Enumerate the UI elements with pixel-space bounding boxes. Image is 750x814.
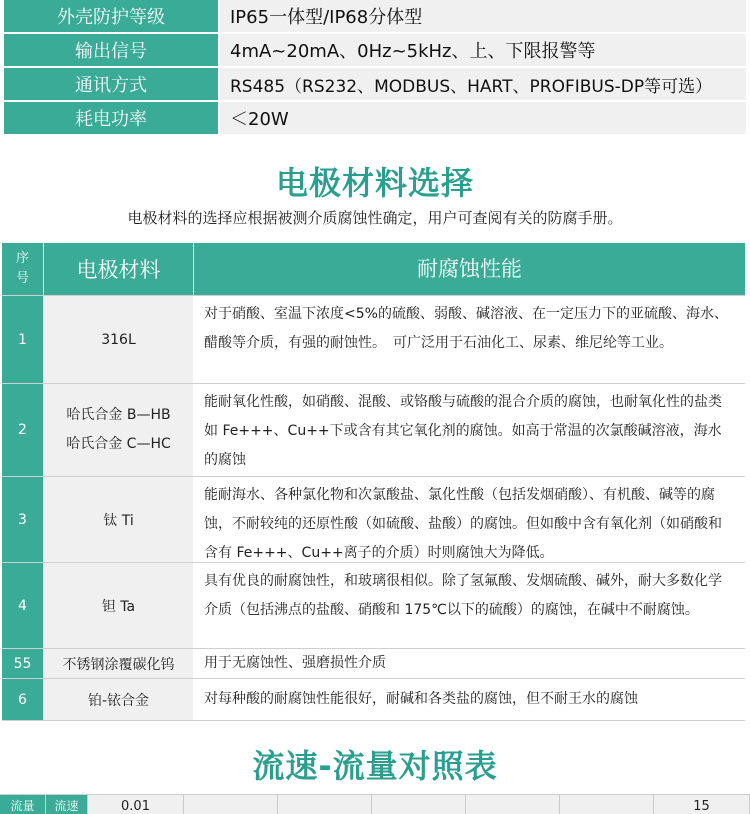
- materials-table: [2, 243, 745, 721]
- spec-value: ＜20W: [218, 102, 746, 134]
- row-desc: 对于硝酸、室温下浓度<5%的硫酸、弱酸、碱溶液、在一定压力下的亚硫酸、海水、醋酸等介质，有强的耐蚀性。 可广泛用于石油化工、尿素、维尼纶等工业。: [193, 296, 745, 383]
- spec-row: [4, 102, 746, 136]
- spec-value: 4mA~20mA、0Hz~5kHz、上、下限报警等: [218, 34, 746, 66]
- material-name: 钛 Ti: [103, 512, 134, 529]
- flow-cell: [466, 794, 560, 814]
- row-material: [43, 563, 193, 648]
- row-no: 55: [2, 649, 43, 678]
- flow-title: 流速-流量对照表: [252, 747, 498, 785]
- flow-value: 0.01: [88, 794, 184, 814]
- row-material: [43, 296, 193, 383]
- flow-cell: [278, 794, 372, 814]
- flow-cell: [372, 794, 466, 814]
- spec-key: 外壳防护等级: [4, 0, 218, 32]
- row-desc: 具有优良的耐腐蚀性，和玻璃很相似。除了氢氟酸、发烟硫酸、碱外，耐大多数化学介质（包括沸点的盐酸、硝酸和 175℃以下的硫酸）的腐蚀，在碱中不耐腐蚀。: [193, 563, 745, 648]
- row-material: [43, 384, 193, 476]
- row-no: 3: [2, 477, 43, 562]
- table-row: [2, 679, 745, 721]
- row-no: 2: [2, 384, 43, 476]
- row-material: [43, 477, 193, 562]
- row-desc: 对每种酸的耐腐蚀性能很好，耐碱和各类盐的腐蚀，但不耐王水的腐蚀: [193, 679, 745, 720]
- flow-table: [0, 794, 750, 814]
- spec-key: 耗电功率: [4, 102, 218, 134]
- material-name: 铂-铱合金: [87, 692, 150, 709]
- spec-key: 通讯方式: [4, 68, 218, 100]
- header-performance: 耐腐蚀性能: [193, 243, 745, 295]
- table-row: [2, 477, 745, 563]
- materials-header-row: [2, 243, 745, 296]
- header-material: 电极材料: [43, 243, 193, 295]
- table-row: [2, 384, 745, 477]
- materials-subtitle: 电极材料的选择应根据被测介质腐蚀性确定，用户可查阅有关的防腐手册。: [127, 209, 623, 227]
- row-no: 4: [2, 563, 43, 648]
- row-no: 1: [2, 296, 43, 383]
- flow-cell: [184, 794, 278, 814]
- row-material: [43, 649, 193, 678]
- spec-key: 输出信号: [4, 34, 218, 66]
- flow-cell: [560, 794, 654, 814]
- header-no-line2: 号: [15, 271, 29, 286]
- header-no-line1: 序: [15, 251, 29, 266]
- table-row: [2, 649, 745, 679]
- spec-row: [4, 34, 746, 68]
- spec-row: [4, 0, 746, 34]
- row-desc: 能耐海水、各种氯化物和次氯酸盐、氯化性酸（包括发烟硝酸）、有机酸、碱等的腐蚀，不耐较纯的还原性酸（如硫酸、盐酸）的腐蚀。但如酸中含有氧化剂（如硝酸和含有 Fe+++、Cu++离子的介质）时则腐蚀大为降低。: [193, 477, 745, 562]
- spec-value: RS485（RS232、MODBUS、HART、PROFIBUS-DP等可选）: [218, 68, 746, 100]
- material-name: 哈氏合金 B—HB: [66, 407, 171, 423]
- material-name: 316L: [101, 331, 136, 348]
- row-desc: 能耐氧化性酸，如硝酸、混酸、或铬酸与硫酸的混合介质的腐蚀，也耐氧化性的盐类如 Fe+++、Cu++下或含有其它氧化剂的腐蚀。如高于常温的次氯酸碱溶液，海水的腐蚀: [193, 384, 745, 476]
- header-no: [2, 243, 43, 295]
- spec-value: IP65一体型/IP68分体型: [218, 0, 746, 32]
- table-row: [2, 563, 745, 649]
- material-name: 不锈钢涂覆碳化钨: [62, 656, 175, 673]
- flow-header-flow: 流量: [0, 794, 46, 814]
- materials-title: 电极材料选择: [275, 164, 474, 202]
- table-row: [2, 296, 745, 384]
- spec-table: [4, 0, 746, 136]
- row-desc: 用于无腐蚀性、强磨损性介质: [193, 649, 745, 678]
- flow-value: 15: [654, 794, 750, 814]
- material-name: 钽 Ta: [101, 598, 136, 615]
- material-name: 哈氏合金 C—HC: [66, 436, 171, 452]
- row-material: [43, 679, 193, 720]
- spec-row: [4, 68, 746, 102]
- row-no: 6: [2, 679, 43, 720]
- flow-header-speed: 流速: [46, 794, 88, 814]
